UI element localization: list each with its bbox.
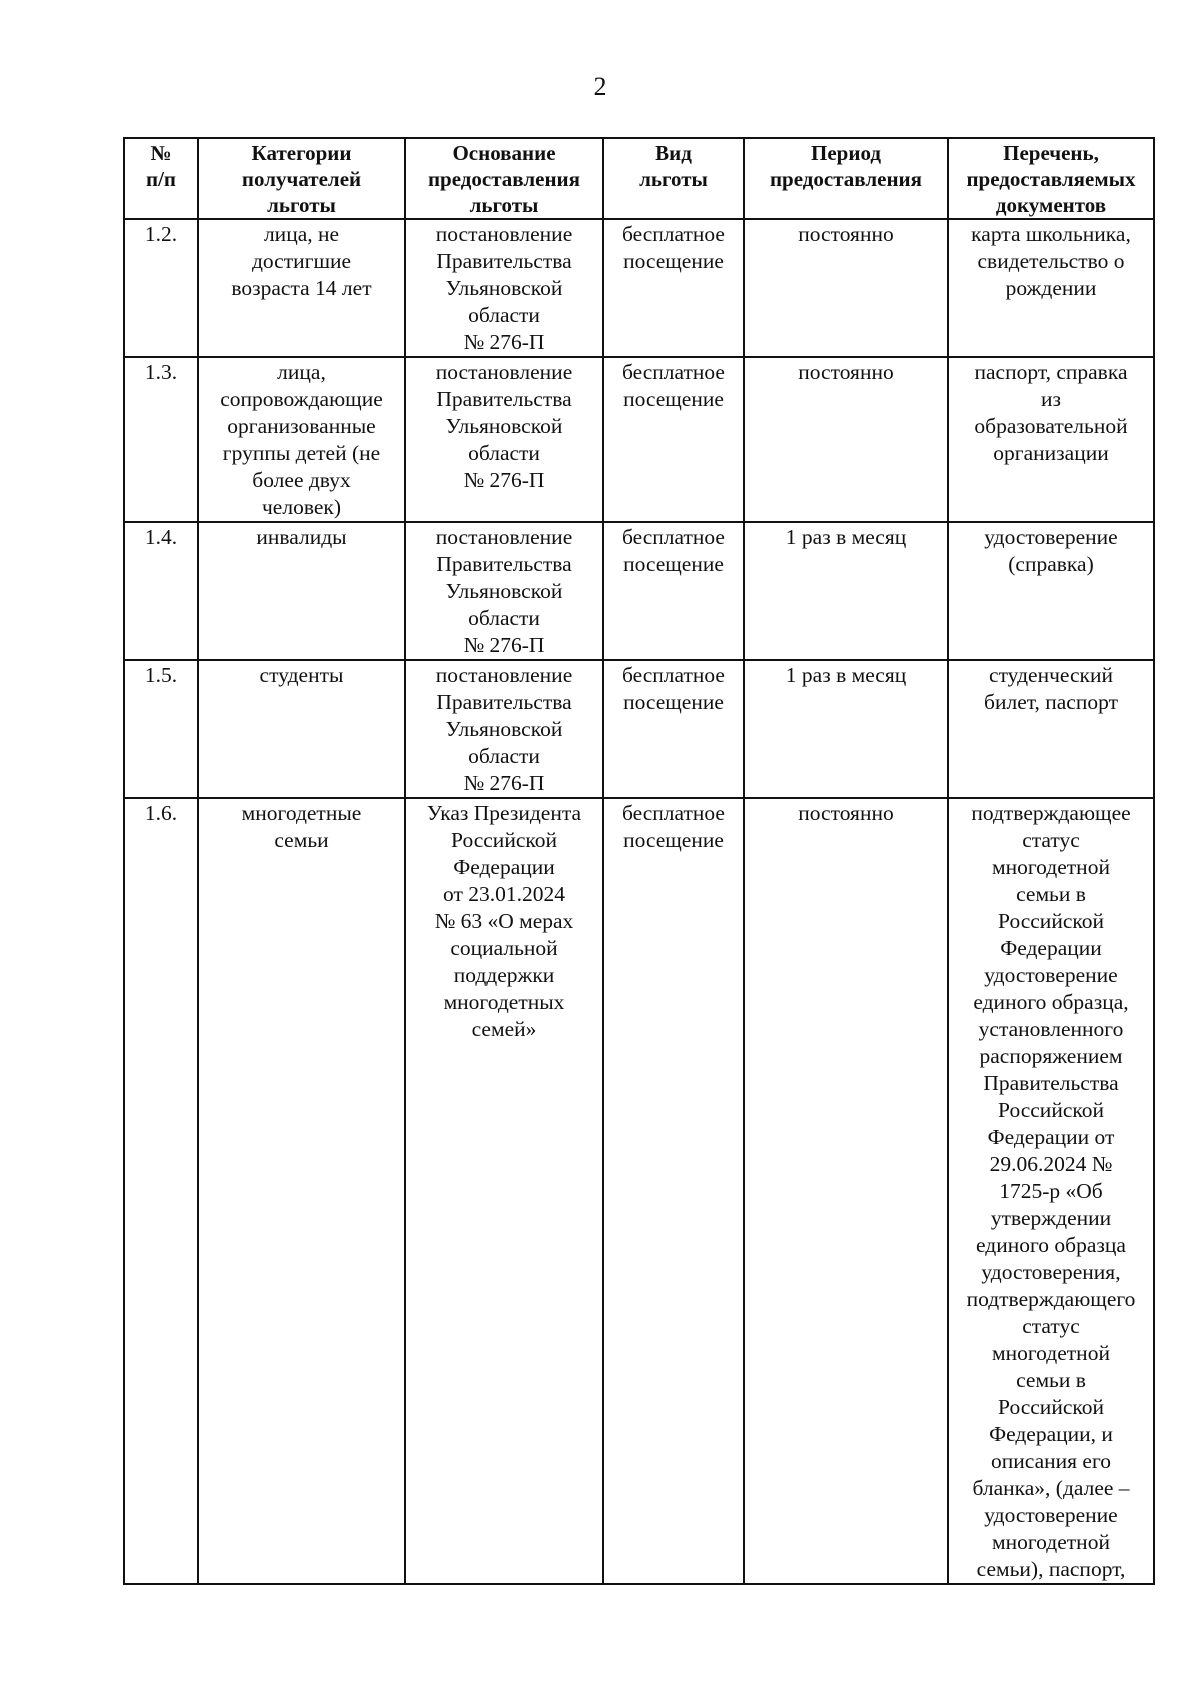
cell-category: многодетные семьи [198, 798, 405, 1584]
header-period: Период предоставления [744, 138, 948, 219]
cell-type: бесплатное посещение [603, 660, 744, 798]
table-row [124, 660, 1154, 798]
header-type: Вид льготы [603, 138, 744, 219]
cell-basis: постановление Правительства Ульяновской области № 276-П [405, 522, 603, 660]
cell-documents: подтверждающее статус многодетной семьи в Российской Федерации удостоверение единого образца, установленного распоряжением Правительства Российской Федерации от 29.06.2024 № 1725-р «Об утверждении единого образца удостоверения, подтверждающего статус многодетной семьи в Российской Федерации, и описания его бланка», (далее – удостоверение многодетной семьи), паспорт, [948, 798, 1154, 1584]
table-row [124, 219, 1154, 357]
cell-number: 1.6. [124, 798, 198, 1584]
cell-basis: постановление Правительства Ульяновской области № 276-П [405, 357, 603, 522]
cell-documents: студенческий билет, паспорт [948, 660, 1154, 798]
cell-period: 1 раз в месяц [744, 522, 948, 660]
cell-documents: карта школьника, свидетельство о рождении [948, 219, 1154, 357]
cell-basis: Указ Президента Российской Федерации от 23.01.2024 № 63 «О мерах социальной поддержки многодетных семей» [405, 798, 603, 1584]
cell-period: 1 раз в месяц [744, 660, 948, 798]
cell-period: постоянно [744, 357, 948, 522]
cell-basis: постановление Правительства Ульяновской области № 276-П [405, 219, 603, 357]
cell-number: 1.3. [124, 357, 198, 522]
cell-type: бесплатное посещение [603, 798, 744, 1584]
table-row [124, 798, 1154, 1584]
cell-number: 1.5. [124, 660, 198, 798]
header-basis: Основание предоставления льготы [405, 138, 603, 219]
benefits-table [123, 137, 1155, 1585]
header-number: № п/п [124, 138, 198, 219]
table-row [124, 357, 1154, 522]
cell-period: постоянно [744, 219, 948, 357]
header-category: Категории получателей льготы [198, 138, 405, 219]
cell-number: 1.2. [124, 219, 198, 357]
table-header-row [124, 138, 1154, 219]
cell-documents: паспорт, справка из образовательной организации [948, 357, 1154, 522]
page-number: 2 [593, 72, 607, 101]
cell-basis: постановление Правительства Ульяновской области № 276-П [405, 660, 603, 798]
cell-category: лица, не достигшие возраста 14 лет [198, 219, 405, 357]
cell-category: лица, сопровождающие организованные группы детей (не более двух человек) [198, 357, 405, 522]
cell-category: инвалиды [198, 522, 405, 660]
cell-category: студенты [198, 660, 405, 798]
cell-number: 1.4. [124, 522, 198, 660]
cell-type: бесплатное посещение [603, 357, 744, 522]
cell-period: постоянно [744, 798, 948, 1584]
cell-documents: удостоверение (справка) [948, 522, 1154, 660]
header-documents: Перечень, предоставляемых документов [948, 138, 1154, 219]
table-row [124, 522, 1154, 660]
cell-type: бесплатное посещение [603, 219, 744, 357]
cell-type: бесплатное посещение [603, 522, 744, 660]
